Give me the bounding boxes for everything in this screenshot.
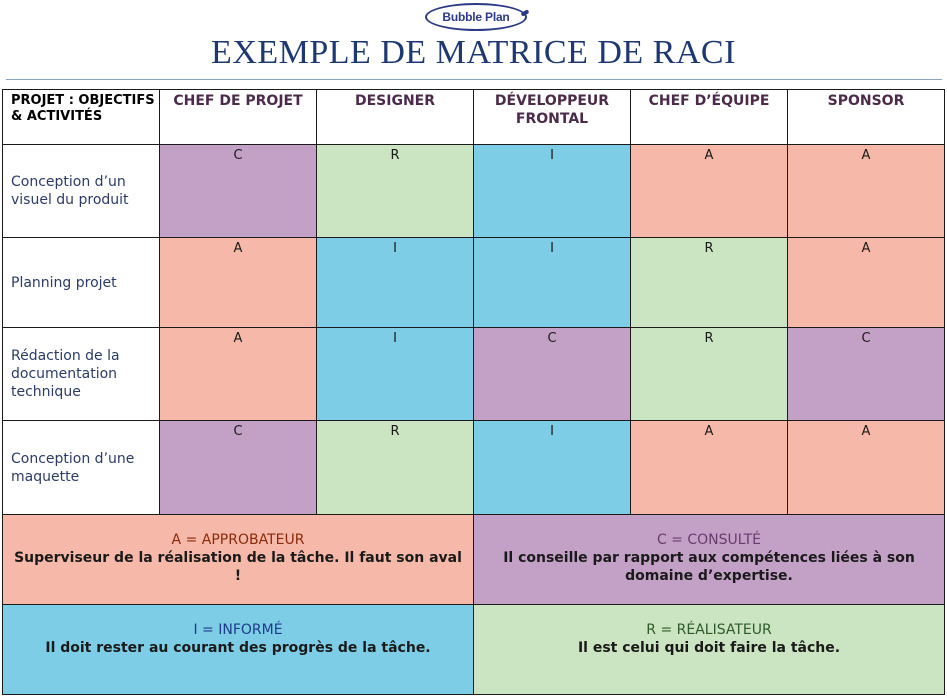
legend-informe	[2, 604, 474, 695]
legend-realisateur	[473, 604, 945, 695]
legend-realisateur-title: R = RÉALISATEUR	[646, 622, 772, 638]
raci-cell: A	[787, 237, 945, 328]
raci-cell: C	[159, 420, 317, 515]
raci-cell: C	[787, 327, 945, 421]
legend-informe-title: I = INFORMÉ	[193, 622, 283, 638]
column-header-developpeur-frontal: DÉVELOPPEUR FRONTAL	[473, 89, 631, 145]
title-divider	[6, 79, 942, 80]
legend-approbateur	[2, 514, 474, 605]
raci-cell: A	[787, 420, 945, 515]
column-header-designer: DESIGNER	[316, 89, 474, 145]
legend-informe-desc: Il doit rester au courant des progrès de la tâche.	[45, 640, 431, 656]
legend-realisateur-desc: Il est celui qui doit faire la tâche.	[577, 640, 841, 656]
column-header-chef-d-equipe: CHEF D’ÉQUIPE	[630, 89, 788, 145]
bubble-plan-logo	[425, 3, 527, 31]
activity-cell: Planning projet	[2, 237, 160, 328]
legend-approbateur-title: A = APPROBATEUR	[171, 532, 305, 548]
legend-consulte-title: C = CONSULTÉ	[656, 532, 762, 548]
raci-cell: R	[630, 237, 788, 328]
raci-cell: A	[630, 144, 788, 238]
raci-cell: A	[630, 420, 788, 515]
page-title: EXEMPLE DE MATRICE DE RACI	[211, 34, 736, 71]
raci-cell: I	[316, 237, 474, 328]
raci-cell: C	[473, 327, 631, 421]
raci-cell: A	[787, 144, 945, 238]
activity-cell: Conception d’un visuel du produit	[2, 144, 160, 238]
legend-consulte	[473, 514, 945, 605]
logo-tail	[521, 9, 530, 16]
legend-approbateur-desc: Superviseur de la réalisation de la tâche. Il faut son aval !	[14, 550, 462, 584]
raci-cell: I	[473, 237, 631, 328]
raci-cell: I	[316, 327, 474, 421]
activity-cell: Conception d’une maquette	[2, 420, 160, 515]
raci-cell: I	[473, 144, 631, 238]
raci-cell: R	[630, 327, 788, 421]
legend-consulte-desc: Il conseille par rapport aux compétences liées à son domaine d’expertise.	[503, 550, 915, 584]
raci-cell: R	[316, 144, 474, 238]
logo-text: Bubble Plan	[442, 10, 510, 24]
column-header-chef-de-projet: CHEF DE PROJET	[159, 89, 317, 145]
raci-matrix	[2, 89, 945, 695]
raci-cell: A	[159, 237, 317, 328]
corner-header: PROJET : OBJECTIFS & ACTIVITÉS	[2, 89, 160, 145]
raci-cell: C	[159, 144, 317, 238]
raci-cell: I	[473, 420, 631, 515]
raci-cell: A	[159, 327, 317, 421]
column-header-sponsor: SPONSOR	[787, 89, 945, 145]
activity-cell: Rédaction de la documentation technique	[2, 327, 160, 421]
raci-cell: R	[316, 420, 474, 515]
